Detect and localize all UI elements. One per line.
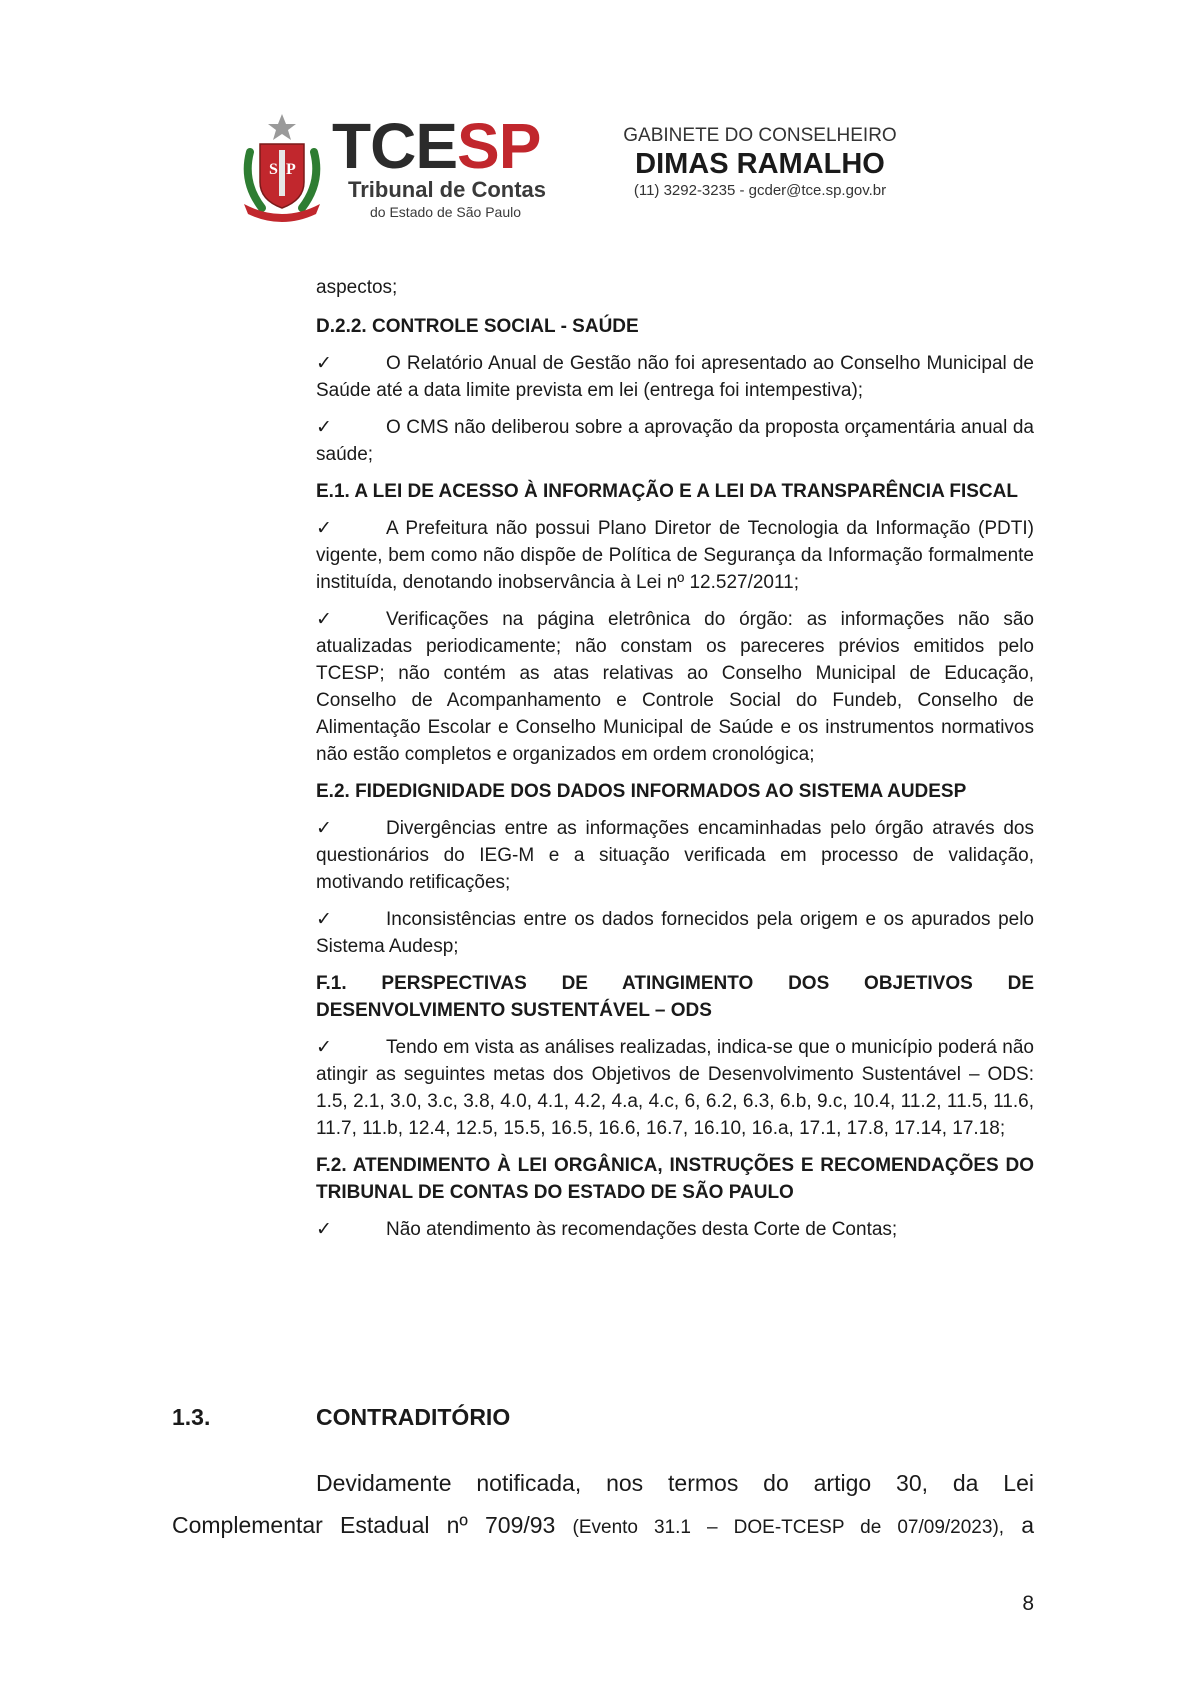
cabinet-block (610, 124, 910, 202)
checkmark-icon: ✓ (316, 1037, 332, 1058)
list-item: ✓ A Prefeitura não possui Plano Diretor de Tecnologia da Informação (PDTI) vigente, bem como não dispõe de Política de Segurança da Informação formalmente instituída, denotando inobservância à Lei nº 12.527/2011; (316, 515, 1034, 596)
cabinet-label: GABINETE DO CONSELHEIRO (623, 125, 897, 146)
logo-caption: do Estado de São Paulo (370, 204, 522, 220)
section-heading-e2: E.2. FIDEDIGNIDADE DOS DADOS INFORMADOS AO SISTEMA AUDESP (316, 781, 967, 802)
page-number: 8 (1022, 1592, 1034, 1615)
checkmark-icon: ✓ (316, 1219, 332, 1240)
tcesp-logo (240, 112, 580, 222)
checkmark-icon: ✓ (316, 818, 332, 839)
checkmark-icon: ✓ (316, 353, 332, 374)
list-item: ✓ Tendo em vista as análises realizadas, indica-se que o município poderá não atingir as seguintes metas dos Objetivos de Desenvolvimento Sustentável – ODS: 1.5, 2.1, 3.0, 3.c, 3.8, 4.0, 4.1, 4.2, 4.a, 4.c, 6, 6.2, 6.3, 6.b, 9.c, 10.4, 11.2, 11.5, 11.6, 11.7, 11.b, 12.4, 12.5, 15.5, 16.5, 16.6, 16.7, 16.10, 16.a, 17.1, 17.8, 17.14, 17.18; (316, 1034, 1034, 1142)
list-item: ✓ O Relatório Anual de Gestão não foi apresentado ao Conselho Municipal de Saúde até a data limite prevista em lei (entrega foi intempestiva); (316, 350, 1034, 404)
paragraph-line: Complementar Estadual nº 709/93 (Evento 31.1 – DOE-TCESP de 07/09/2023), a (172, 1512, 1035, 1538)
list-item: ✓ O CMS não deliberou sobre a aprovação da proposta orçamentária anual da saúde; (316, 414, 1034, 468)
section-heading-e1: E.1. A LEI DE ACESSO À INFORMAÇÃO E A LEI DA TRANSPARÊNCIA FISCAL (316, 481, 1018, 502)
checkmark-icon: ✓ (316, 518, 332, 539)
section-heading-d22: D.2.2. CONTROLE SOCIAL - SAÚDE (316, 316, 639, 337)
list-item: ✓ Inconsistências entre os dados fornecidos pela origem e os apurados pelo Sistema Audesp; (316, 906, 1034, 960)
section-paragraph (172, 1462, 1034, 1549)
list-item: ✓ Não atendimento às recomendações desta Corte de Contas; (316, 1216, 1034, 1243)
svg-text:P: P (286, 161, 296, 178)
section-heading-f1: F.1. PERSPECTIVAS DE ATINGIMENTO DOS OBJETIVOS DE DESENVOLVIMENTO SUSTENTÁVEL – ODS (316, 973, 1034, 1021)
section-title: CONTRADITÓRIO (316, 1404, 511, 1430)
list-item: ✓ Divergências entre as informações encaminhadas pelo órgão através dos questionários do IEG-M e a situação verificada em processo de validação, motivando retificações; (316, 815, 1034, 896)
cabinet-contact: (11) 3292-3235 - gcder@tce.sp.gov.br (633, 182, 887, 199)
section-number: 1.3. (172, 1404, 211, 1430)
list-item: ✓ Verificações na página eletrônica do órgão: as informações não são atualizadas periodicamente; não constam os pareceres prévios emitidos pelo TCESP; não contém as atas relativas ao Conselho Municipal de Educação, Conselho de Acompanhamento e Controle Social do Fundeb, Conselho de Alimentação Escolar e Conselho Municipal de Saúde e os instrumentos normativos não estão completos e organizados em ordem cronológica; (316, 606, 1034, 768)
svg-text:S: S (269, 161, 278, 178)
checkmark-icon: ✓ (316, 417, 332, 438)
paragraph-line: Devidamente notificada, nos termos do artigo 30, da Lei (316, 1470, 1034, 1496)
document-body (316, 274, 1034, 1253)
checkmark-icon: ✓ (316, 609, 332, 630)
logo-wordmark: TCESP (332, 110, 541, 182)
sp-coat-of-arms-icon (240, 112, 324, 222)
councillor-name: DIMAS RAMALHO (635, 148, 885, 180)
section-heading-f2: F.2. ATENDIMENTO À LEI ORGÂNICA, INSTRUÇÕES E RECOMENDAÇÕES DO TRIBUNAL DE CONTAS DO ESTADO DE SÃO PAULO (316, 1155, 1034, 1203)
checkmark-icon: ✓ (316, 909, 332, 930)
logo-subtitle: Tribunal de Contas (348, 177, 547, 202)
paragraph: aspectos; (316, 277, 398, 298)
